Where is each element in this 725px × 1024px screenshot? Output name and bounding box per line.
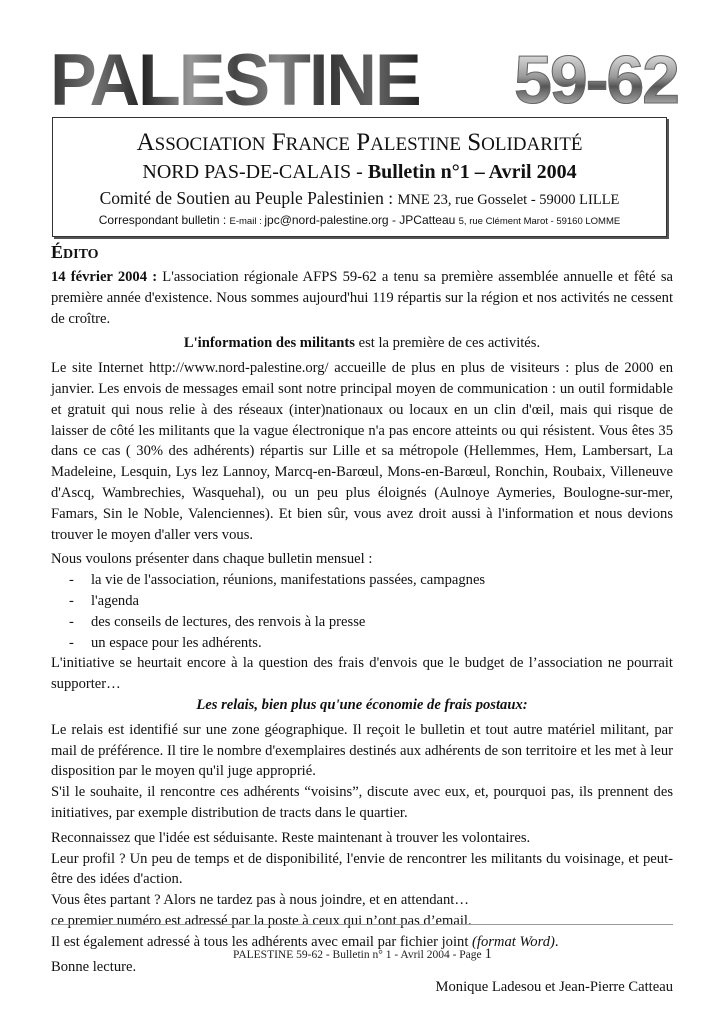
dash: - <box>69 634 74 651</box>
text: Le site Internet <box>51 360 150 377</box>
smallcaps: SSOCIATION <box>154 134 266 155</box>
dash: - <box>69 592 74 609</box>
list-item <box>51 612 673 633</box>
bulletin-line <box>53 160 666 184</box>
comite-line <box>53 187 666 211</box>
cap: A <box>136 129 155 156</box>
site-link[interactable]: http://www.nord-palestine.org/ <box>149 360 329 377</box>
edito-article <box>51 240 673 998</box>
text: la vie de l'association, réunions, manifestations passées, campagnes <box>91 572 486 589</box>
text: . <box>554 933 559 950</box>
footer-text: PALESTINE 59-62 - Bulletin n° 1 - Avril 2004 - Page <box>232 949 485 961</box>
dash: - <box>69 572 74 589</box>
logo-word: PALESTINE <box>50 39 420 121</box>
italic-text: (format Word) <box>472 933 555 950</box>
smallcaps: DITO <box>63 247 99 262</box>
paragraph: Le relais est identifié sur une zone géographique. Il reçoit le bulletin et tout autre matériel militant, par mail de préférence. Il tire le nombre d'exemplaires destinés aux adhérents de son territoire et les met à leur disposition par le moyen qu'il juge approprié. <box>51 721 673 780</box>
region: NORD PAS-DE-CALAIS - <box>142 161 368 183</box>
text: l'agenda <box>91 592 140 609</box>
header-box <box>52 117 667 237</box>
list-item <box>51 570 673 591</box>
cap: P <box>356 129 371 156</box>
paragraph: L'initiative se heurtait encore à la question des frais d'envois que le budget de l’association ne pourrait supporter… <box>51 655 673 693</box>
smallcaps: RANCE <box>285 134 351 155</box>
masthead-logo <box>50 39 678 121</box>
page-number: 1 <box>484 946 492 962</box>
paragraph: Bonne lecture. <box>51 958 137 975</box>
corr-email[interactable]: jpc@nord-palestine.org <box>264 213 389 227</box>
correspondant-line <box>53 211 666 231</box>
comite-address: MNE 23, rue Gosselet - 59000 LILLE <box>397 192 620 208</box>
page-footer <box>0 946 725 963</box>
text: est la première de ces activités. <box>354 335 541 352</box>
text: des conseils de lectures, des renvois à la presse <box>91 613 366 630</box>
dash: - <box>69 613 74 630</box>
paragraph <box>51 267 673 329</box>
text: accueille de plus en plus de visiteurs : plus de 2000 en janvier. Les envois de messages email sont notre principal moyen de communication : un outil formidable et gratuit qui nous relie à des réseaux (inter)nationaux ou locaux en un clin d'œil, mais qui risque de laisser de côté les militants que la vague électronique n'a pas encore atteints ou qui résistent. Vous êtes 35 dans ce cas ( 30% des adhérents) répartis sur Lille et sa métropole (Hellemmes, Hem, Lambersart, La Madeleine, Lesquin, Lys lez Lannoy, Marcq-en-Barœul, Mons-en-Barœul, Ronchin, Roubaix, Villeneuve d'Ascq, Wambrechies, Wasquehal), ou un peu plus éloignés (Aulnoye Aymeries, Boulogne-sur-mer, Famars, Sin le Noble, Valenciennes). Et bien sûr, vous avez droit aussi à l'information et nous devions trouver le moyen d'aller vers vous. <box>51 360 674 543</box>
cap: F <box>271 129 286 156</box>
paragraph: Nous voulons présenter dans chaque bulletin mensuel : <box>51 551 373 568</box>
bulletin-title: Bulletin n°1 – Avril 2004 <box>367 161 577 183</box>
paragraph: S'il le souhaite, il rencontre ces adhérents “voisins”, discute avec eux, et, pourquoi pas, ils prennent des initiatives, par exemple distribution de tracts dans le quartier. <box>51 784 673 821</box>
list-item <box>51 633 673 654</box>
smallcaps: OLIDARITÉ <box>481 134 583 155</box>
email-label: E-mail : <box>229 216 265 227</box>
text: L'association régionale AFPS 59-62 a tenu sa première assemblée annuelle et fêté sa première année d'existence. Nous sommes aujourd'hui 119 répartis sur la région et nos activités ne cessent de croître. <box>51 269 673 327</box>
smallcaps: ALESTINE <box>370 134 461 155</box>
corr-name: - JPCatteau <box>388 213 459 227</box>
corr-label: Correspondant bulletin : <box>98 213 230 227</box>
edito-title <box>51 240 673 267</box>
comite: Comité de Soutien au Peuple Palestinien : <box>99 188 398 208</box>
text: Il est également adressé à tous les adhérents avec email par fichier joint <box>51 933 473 950</box>
paragraph: ce premier numéro est adressé par la poste à ceux qui n’ont pas d’email. <box>51 912 472 929</box>
logo-number: 59-62 <box>514 42 678 118</box>
cap: É <box>51 242 64 262</box>
cap: S <box>467 129 482 156</box>
footer-divider <box>51 924 673 925</box>
paragraph: Reconnaissez que l'idée est séduisante. Reste maintenant à trouver les volontaires. <box>51 829 531 846</box>
paragraph: Vous êtes partant ? Alors ne tardez pas à nous joindre, et en attendant… <box>51 892 469 909</box>
bold-text: L'information des militants <box>183 335 355 352</box>
corr-address: 5, rue Clément Marot - 59160 LOMME <box>458 216 621 227</box>
paragraph: Leur profil ? Un peu de temps et de disponibilité, l'envie de rencontrer les militants du voisinage, et peut-être des idées d'action. <box>51 850 673 888</box>
bulletin-contents-list <box>51 570 673 653</box>
date: 14 février 2004 : <box>51 269 158 285</box>
org-name <box>53 128 666 160</box>
paragraph <box>51 358 673 545</box>
subtitle <box>51 695 673 716</box>
paragraph <box>51 333 673 354</box>
list-item <box>51 591 673 612</box>
subtitle-text: Les relais, bien plus qu'une économie de frais postaux: <box>196 696 528 713</box>
signature: Monique Ladesou et Jean-Pierre Catteau <box>435 979 673 996</box>
text: un espace pour les adhérents. <box>91 634 262 651</box>
